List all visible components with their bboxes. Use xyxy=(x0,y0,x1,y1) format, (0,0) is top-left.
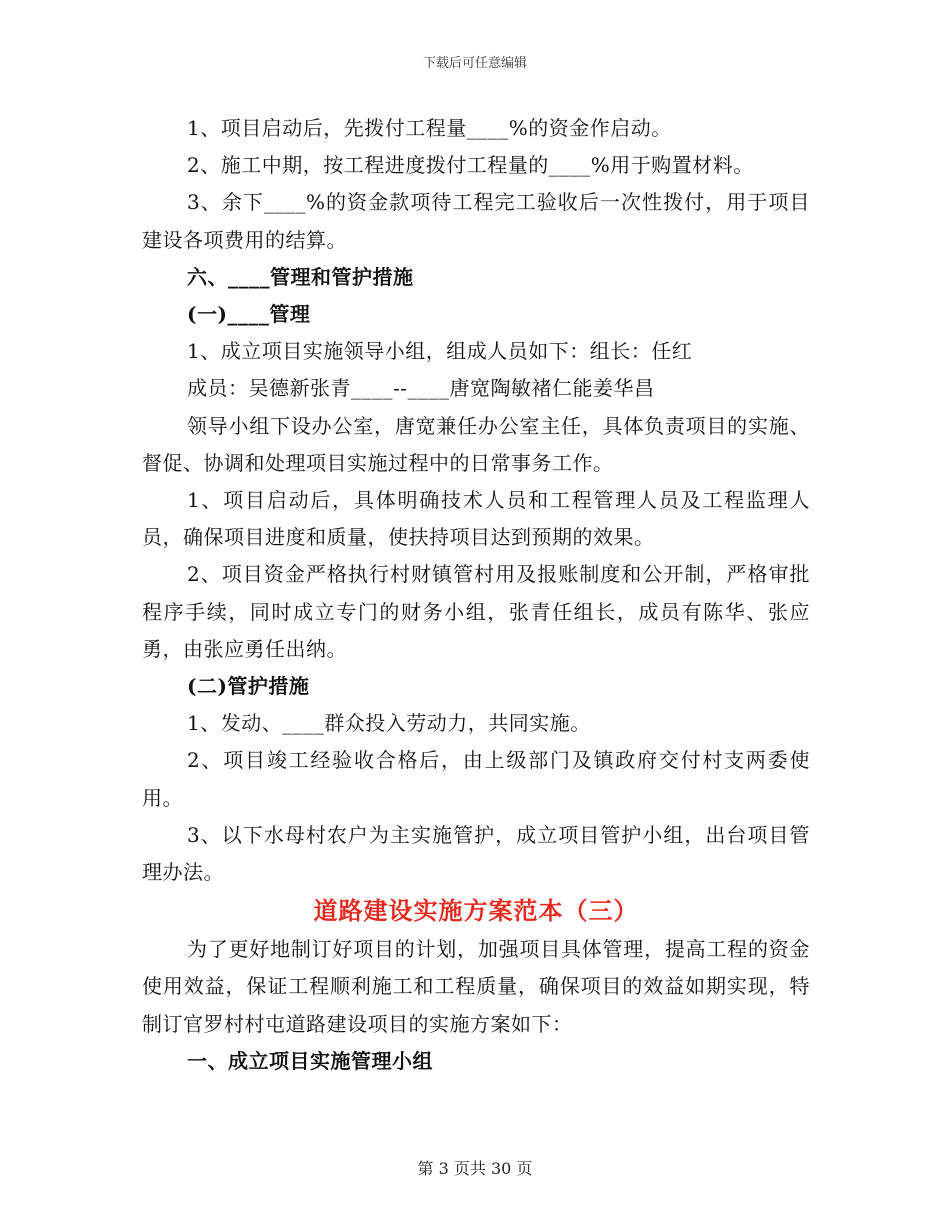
subheading-maintenance: (二)管护措施 xyxy=(187,674,310,699)
paragraph-maintenance-group: 3、以下水母村农户为主实施管护，成立项目管护小组，出台项目管理办法。 xyxy=(142,822,810,885)
page-header: 下载后可任意编辑 xyxy=(422,56,527,71)
subheading-management: (一)____管理 xyxy=(187,302,311,327)
heading-management-measures: 六、____管理和管护措施 xyxy=(187,264,414,289)
paragraph-office: 领导小组下设办公室，唐宽兼任办公室主任，具体负责项目的实施、督促、协调和处理项目实施过程中的日常事务工作。 xyxy=(142,413,810,475)
paragraph-funds: 2、项目资金严格执行村财镇管村用及报账制度和公开制，严格审批程序手续，同时成立专门的财务小组，张青任组长，成员有陈华、张应勇，由张应勇任出纳。 xyxy=(142,562,810,661)
paragraph-mobilize: 1、发动、____群众投入劳动力，共同实施。 xyxy=(187,711,591,736)
heading-establish-group: 一、成立项目实施管理小组 xyxy=(187,1048,433,1073)
paragraph-members: 成员：吴德新张青____--____唐宽陶敏褚仁能姜华昌 xyxy=(187,376,655,401)
page-footer: 第 3 页共 30 页 xyxy=(417,1159,533,1178)
section-title: 道路建设实施方案范本（三） xyxy=(313,896,639,926)
paragraph-intro: 为了更好地制订好项目的计划，加强项目具体管理，提高工程的资金使用效益，保证工程顺利施工和工程质量，确保项目的效益如期实现，特制订官罗村村屯道路建设项目的实施方案如下： xyxy=(142,937,810,1036)
paragraph-handover: 2、项目竣工经验收合格后，由上级部门及镇政府交付村支两委使用。 xyxy=(142,748,810,810)
paragraph-payment-3: 3、余下____%的资金款项待工程完工验收后一次性拨付，用于项目建设各项费用的结算。 xyxy=(142,190,810,252)
paragraph-technical-staff: 1、项目启动后，具体明确技术人员和工程管理人员及工程监理人员，确保项目进度和质量，使扶持项目达到预期的效果。 xyxy=(142,488,810,550)
paragraph-leading-group: 1、成立项目实施领导小组，组成人员如下：组长：任红 xyxy=(187,339,693,364)
document-body xyxy=(142,110,810,1080)
paragraph-payment-2: 2、施工中期，按工程进度拨付工程量的____%用于购置材料。 xyxy=(187,153,754,178)
paragraph-payment-1: 1、项目启动后，先拨付工程量____%的资金作启动。 xyxy=(187,116,672,140)
